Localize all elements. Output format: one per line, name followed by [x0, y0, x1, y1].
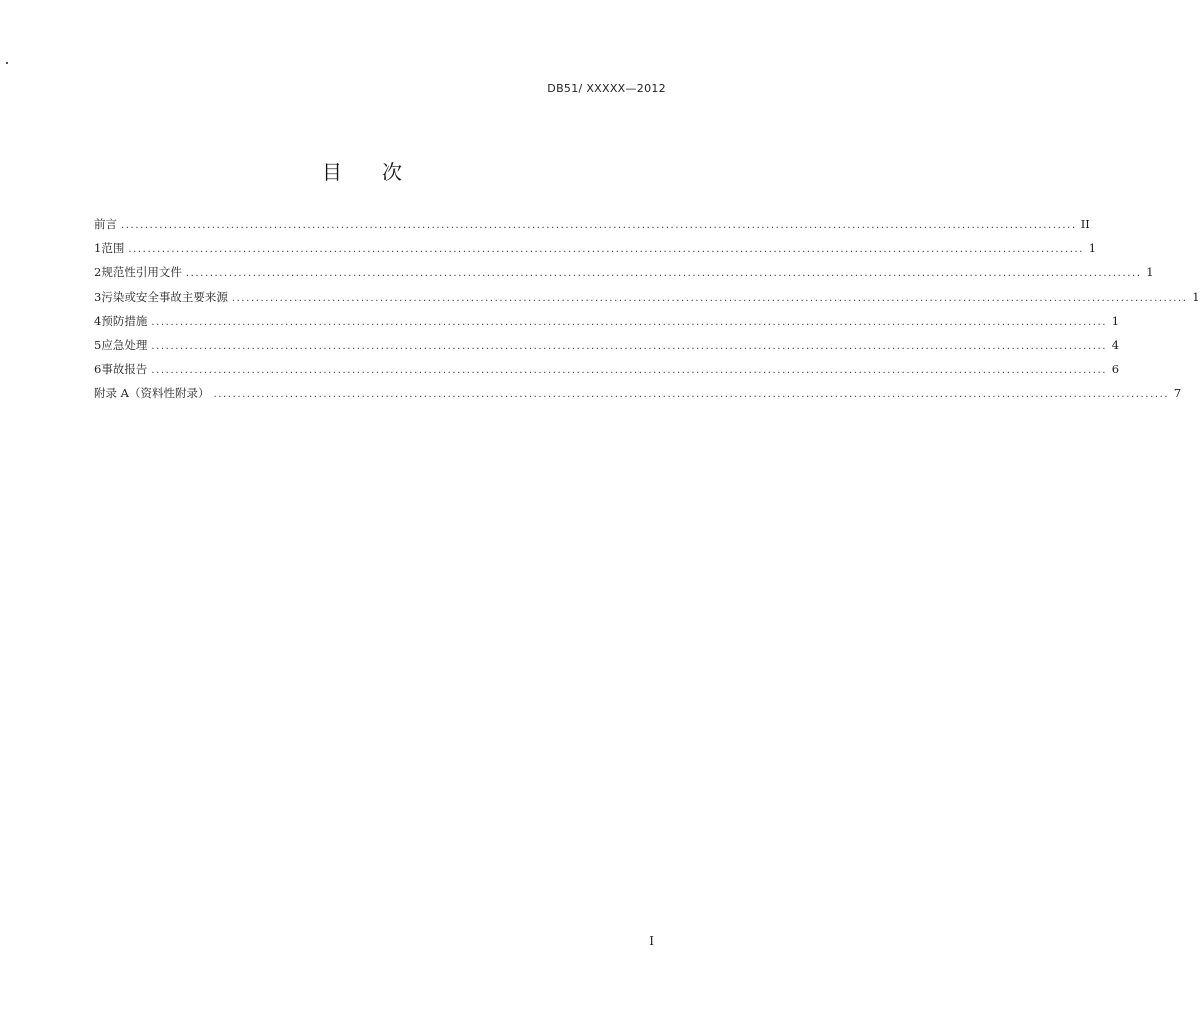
toc-entry-number: 5 — [94, 337, 102, 352]
toc-entry-number: 1 — [94, 241, 102, 256]
table-of-contents — [94, 212, 1200, 406]
toc-entry[interactable] — [94, 309, 1120, 333]
toc-dot-leader: ........................................................................................................................................................................................................ — [151, 365, 1108, 377]
toc-dot-leader: ........................................................................................................................................................................................................ — [151, 340, 1108, 352]
toc-dot-leader: ........................................................................................................................................................................................................ — [128, 244, 1085, 256]
toc-entry[interactable] — [94, 260, 1154, 284]
toc-entry-label: 污染或安全事故主要来源 — [101, 289, 228, 304]
toc-title-char-2: 次 — [382, 160, 402, 184]
toc-entry-page: 1 — [1111, 313, 1120, 328]
toc-entry-label: 附录 A（资料性附录） — [94, 386, 210, 401]
toc-title-char-1: 目 — [322, 160, 342, 184]
scan-speck — [6, 62, 8, 64]
toc-title — [0, 156, 724, 185]
toc-dot-leader: ........................................................................................................................................................................................................ — [231, 292, 1188, 304]
toc-dot-leader: ........................................................................................................................................................................................................ — [185, 268, 1142, 280]
page-number: I — [649, 934, 654, 948]
toc-entry-page: II — [1080, 217, 1090, 231]
toc-entry[interactable] — [94, 236, 1097, 260]
toc-entry-number: 3 — [94, 289, 102, 304]
document-code: DB51/ XXXXX—2012 — [547, 82, 666, 95]
toc-entry-number: 4 — [94, 313, 102, 328]
toc-entry-label: 事故报告 — [101, 362, 148, 377]
toc-entry-number: 2 — [94, 265, 102, 280]
toc-entry-page: 1 — [1146, 265, 1154, 280]
toc-entry-label: 应急处理 — [101, 337, 148, 352]
toc-entry[interactable] — [94, 357, 1120, 381]
toc-entry-number: 6 — [94, 362, 102, 377]
toc-dot-leader: ........................................................................................................................................................................................................ — [121, 220, 1077, 231]
toc-entry-page: 4 — [1111, 337, 1120, 352]
toc-entry[interactable] — [94, 333, 1120, 357]
toc-dot-leader: ........................................................................................................................................................................................................ — [213, 389, 1170, 401]
toc-entry-page: 6 — [1111, 362, 1120, 377]
toc-entry[interactable] — [94, 212, 1090, 236]
toc-entry[interactable] — [94, 285, 1200, 309]
toc-entry-label: 范围 — [101, 241, 125, 256]
toc-entry-page: 1 — [1192, 289, 1200, 304]
toc-entry-label: 规范性引用文件 — [101, 265, 182, 280]
toc-entry-page: 7 — [1173, 386, 1182, 401]
toc-entry-page: 1 — [1088, 241, 1097, 256]
toc-entry[interactable] — [94, 381, 1182, 405]
toc-entry-label: 预防措施 — [101, 313, 148, 328]
toc-dot-leader: ........................................................................................................................................................................................................ — [151, 316, 1108, 328]
toc-entry-label: 前言 — [94, 217, 117, 231]
